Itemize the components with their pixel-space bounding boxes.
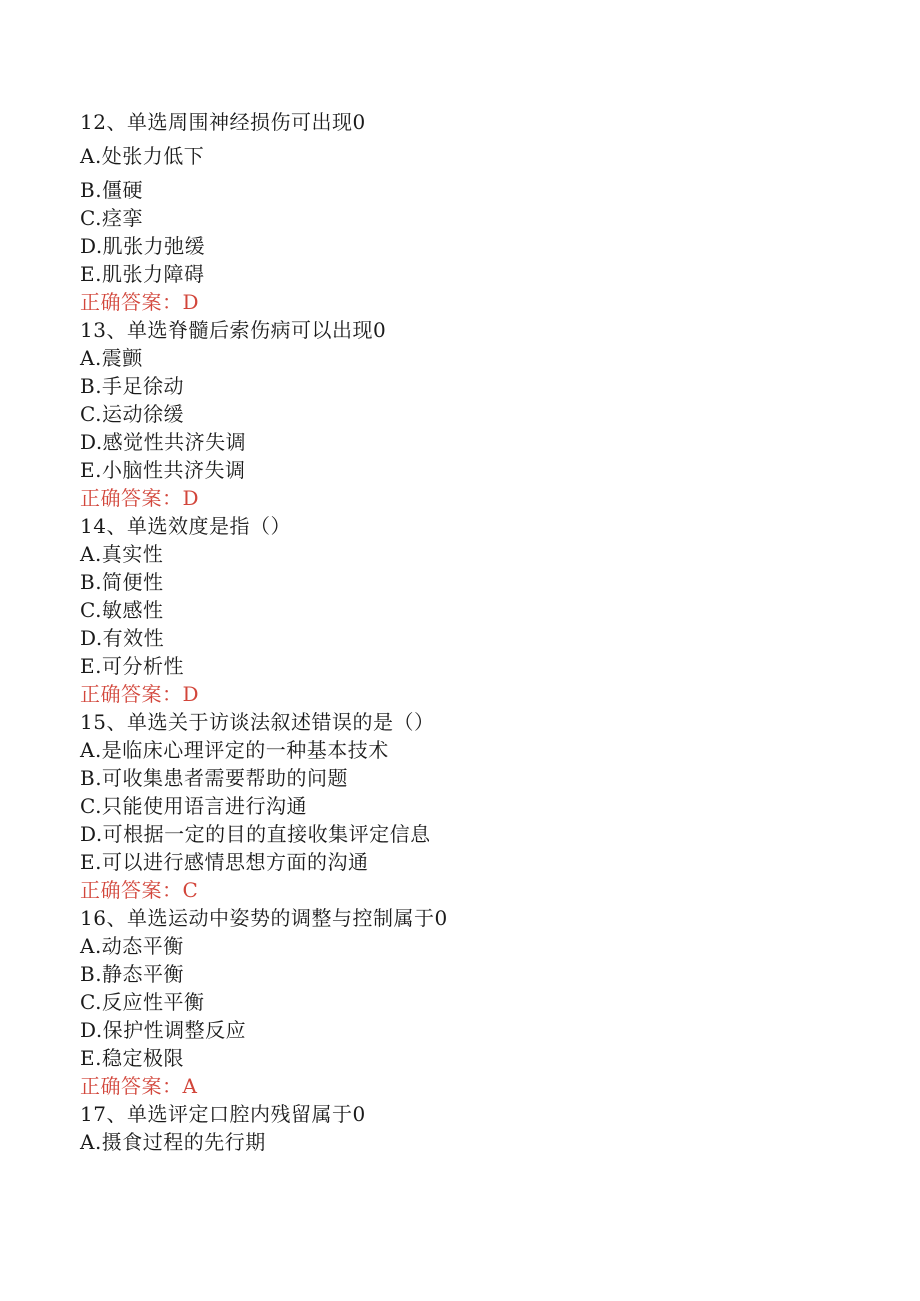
- option-e: E.肌张力障碍: [80, 262, 205, 286]
- option-e: E.小脑性共济失调: [80, 458, 246, 482]
- correct-answer: 正确答案：D: [80, 290, 200, 314]
- correct-answer: 正确答案：A: [80, 1074, 198, 1098]
- option-c: C.痉挛: [80, 206, 143, 230]
- option-a: A.真实性: [80, 542, 164, 566]
- option-d: D.保护性调整反应: [80, 1018, 247, 1042]
- question-block: [80, 708, 860, 904]
- option-a: A.处张力低下: [80, 144, 205, 168]
- question-stem: 17、单选评定口腔内残留属于0: [80, 1102, 366, 1126]
- correct-answer: 正确答案：D: [80, 682, 200, 706]
- option-e: E.可以进行感情思想方面的沟通: [80, 850, 369, 874]
- option-a: A.动态平衡: [80, 934, 184, 958]
- option-b: B.简便性: [80, 570, 164, 594]
- question-stem: 15、单选关于访谈法叙述错误的是（）: [80, 710, 435, 734]
- option-b: B.僵硬: [80, 178, 144, 202]
- question-block: [80, 904, 860, 1100]
- option-c: C.运动徐缓: [80, 402, 184, 426]
- option-a: A.摄食过程的先行期: [80, 1130, 266, 1154]
- option-b: B.可收集患者需要帮助的问题: [80, 766, 349, 790]
- option-c: C.只能使用语言进行沟通: [80, 794, 307, 818]
- option-d: D.肌张力弛缓: [80, 234, 206, 258]
- option-b: B.静态平衡: [80, 962, 185, 986]
- option-d: D.可根据一定的目的直接收集评定信息: [80, 822, 431, 846]
- option-a: A.是临床心理评定的一种基本技术: [80, 738, 389, 762]
- option-c: C.反应性平衡: [80, 990, 205, 1014]
- question-block: [80, 108, 860, 316]
- question-stem: 14、单选效度是指（）: [80, 514, 291, 538]
- question-block: [80, 1100, 860, 1156]
- option-c: C.敏感性: [80, 598, 164, 622]
- option-d: D.有效性: [80, 626, 165, 650]
- correct-answer: 正确答案：D: [80, 486, 200, 510]
- question-stem: 16、单选运动中姿势的调整与控制属于0: [80, 906, 448, 930]
- correct-answer: 正确答案：C: [80, 878, 199, 902]
- question-block: [80, 512, 860, 708]
- option-d: D.感觉性共济失调: [80, 430, 247, 454]
- option-b: B.手足徐动: [80, 374, 185, 398]
- question-stem: 12、单选周围神经损伤可出现0: [80, 110, 366, 134]
- exam-page: [80, 108, 860, 1156]
- option-a: A.震颤: [80, 346, 143, 370]
- option-e: E.可分析性: [80, 654, 184, 678]
- question-stem: 13、单选脊髓后索伤病可以出现0: [80, 318, 387, 342]
- question-block: [80, 316, 860, 512]
- option-e: E.稳定极限: [80, 1046, 184, 1070]
